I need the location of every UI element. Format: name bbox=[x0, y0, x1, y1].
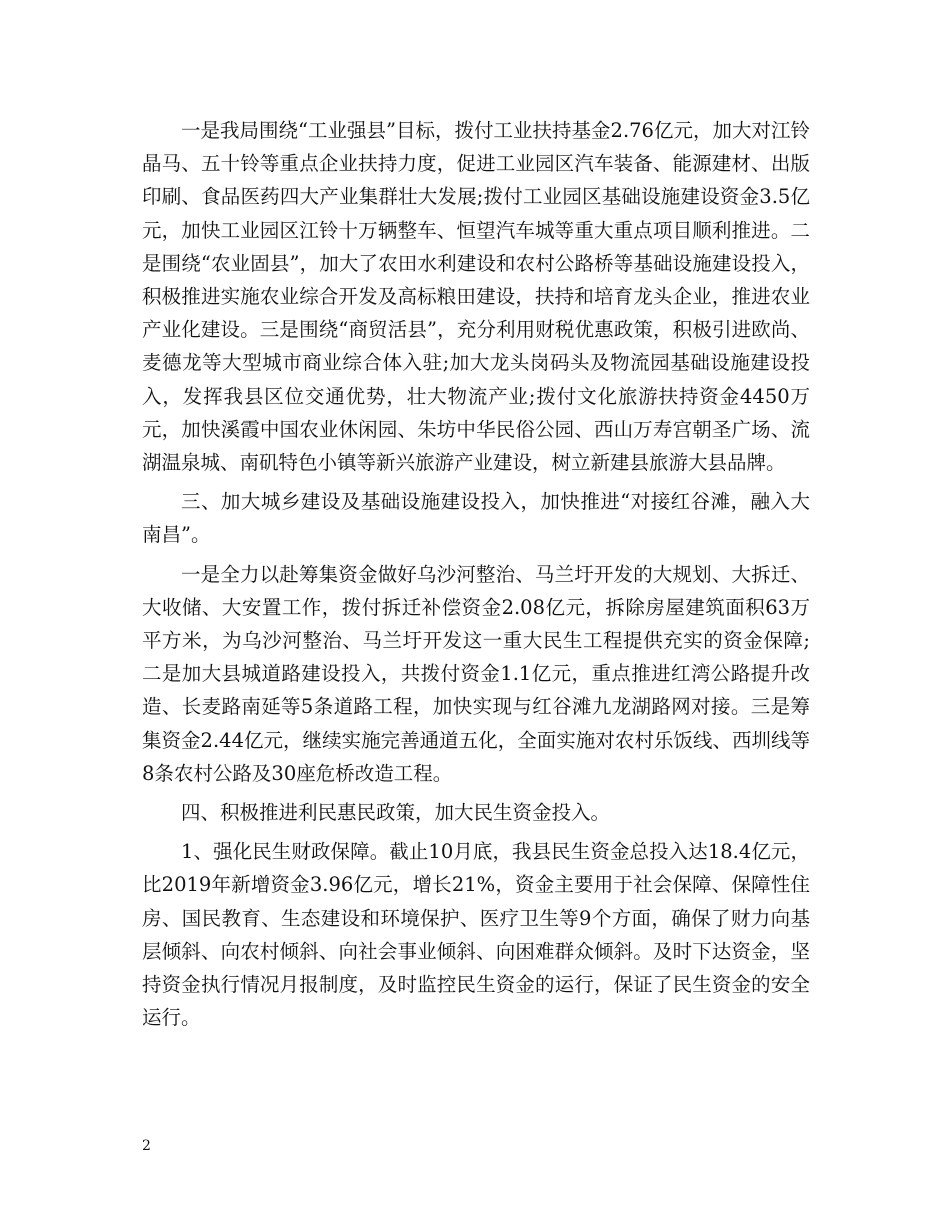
paragraph-heading-urban-construction: 三、加大城乡建设及基础设施建设投入，加快推进“对接红谷滩，融入大南昌”。 bbox=[142, 490, 810, 547]
page-number: 2 bbox=[142, 1138, 151, 1154]
document-body bbox=[142, 114, 810, 1040]
paragraph-heading-livelihood: 四、积极推进利民惠民政策，加大民生资金投入。 bbox=[181, 801, 611, 825]
paragraph-urban-construction: 一是全力以赴筹集资金做好乌沙河整治、马兰圩开发的大规划、大拆迁、大收储、大安置工作，拨付拆迁补偿资金2.08亿元，拆除房屋建筑面积63万平方米，为乌沙河整治、马兰圩开发这一重大民生工程提供充实的资金保障;二是加大县城道路建设投入，共拨付资金1.1亿元，重点推进红湾公路提升改造、长麦路南延等5条道路工程，加快实现与红谷滩九龙湖路网对接。三是筹集资金2.44亿元，继续实施完善通道五化，全面实施对农村乐饭线、西圳线等8条农村公路及30座危桥改造工程。 bbox=[142, 562, 810, 785]
paragraph-industry: 一是我局围绕“工业强县”目标，拨付工业扶持基金2.76亿元，加大对江铃晶马、五十铃等重点企业扶持力度，促进工业园区汽车装备、能源建材、出版印刷、食品医药四大产业集群壮大发展;拨付工业园区基础设施建设资金3.5亿元，加快工业园区江铃十万辆整车、恒望汽车城等重大重点项目顺利推进。二是围绕“农业固县”，加大了农田水利建设和农村公路桥等基础设施建设投入，积极推进实施农业综合开发及高标粮田建设，扶持和培育龙头企业，推进农业产业化建设。三是围绕“商贸活县”，充分利用财税优惠政策，积极引进欧尚、麦德龙等大型城市商业综合体入驻;加大龙头岗码头及物流园基础设施建设投入，发挥我县区位交通优势，壮大物流产业;拨付文化旅游扶持资金4450万元，加快溪霞中国农业休闲园、朱坊中华民俗公园、西山万寿宫朝圣广场、流湖温泉城、南矶特色小镇等新兴旅游产业建设，树立新建县旅游大县品牌。 bbox=[142, 119, 810, 475]
paragraph-livelihood-finance: 1、强化民生财政保障。截止10月底，我县民生资金总投入达18.4亿元，比2019年新增资金3.96亿元，增长21%，资金主要用于社会保障、保障性住房、国民教育、生态建设和环境保护、医疗卫生等9个方面，确保了财力向基层倾斜、向农村倾斜、向社会事业倾斜、向困难群众倾斜。及时下达资金，坚持资金执行情况月报制度，及时监控民生资金的运行，保证了民生资金的安全运行。 bbox=[142, 840, 810, 1030]
